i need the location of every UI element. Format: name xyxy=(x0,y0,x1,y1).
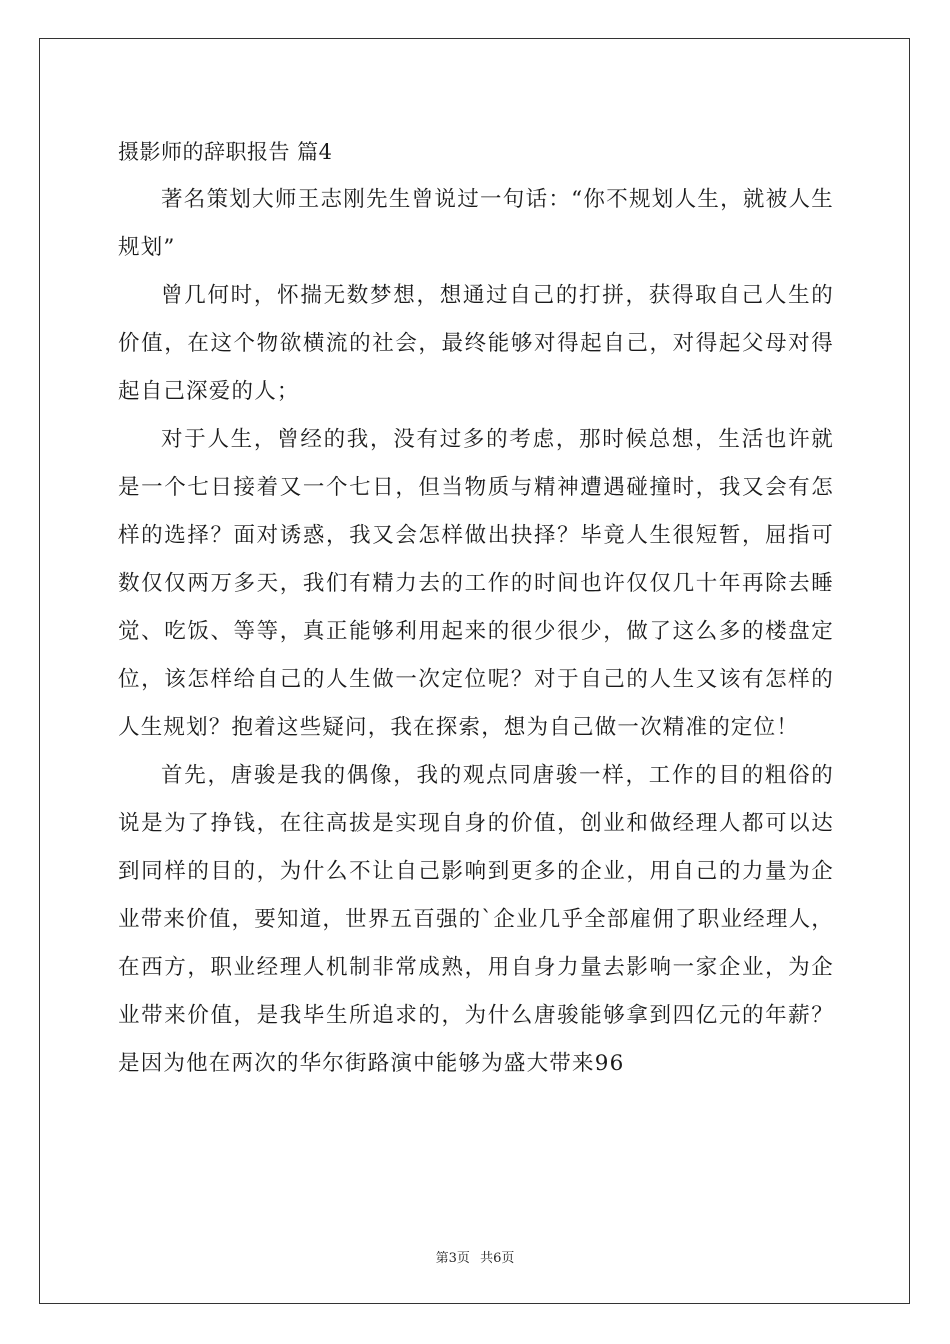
page-number-current: 第3页 xyxy=(435,1251,470,1266)
paragraph-2: 曾几何时，怀揣无数梦想，想通过自己的打拼，获得取自己人生的价值，在这个物欲横流的社会，最终能够对得起自己，对得起父母对得起自己深爱的人； xyxy=(118,283,834,404)
document-body xyxy=(118,128,834,1088)
document-heading: 摄影师的辞职报告 篇4 xyxy=(118,140,333,164)
paragraph-1: 著名策划大师王志刚先生曾说过一句话：“你不规划人生，就被人生规划” xyxy=(118,187,834,260)
paragraph-3: 对于人生，曾经的我，没有过多的考虑，那时候总想，生活也许就是一个七日接着又一个七日，但当物质与精神遭遇碰撞时，我又会有怎样的选择？面对诱惑，我又会怎样做出抉择？毕竟人生很短暂，屈指可数仅仅两万多天，我们有精力去的工作的时间也许仅仅几十年再除去睡觉、吃饭、等等，真正能够利用起来的很少很少，做了这么多的楼盘定位，该怎样给自己的人生做一次定位呢？对于自己的人生又该有怎样的人生规划？抱着这些疑问，我在探索，想为自己做一次精准的定位！ xyxy=(118,427,834,740)
paragraph-4: 首先，唐骏是我的偶像，我的观点同唐骏一样，工作的目的粗俗的说是为了挣钱，在往高拔是实现自身的价值，创业和做经理人都可以达到同样的目的，为什么不让自己影响到更多的企业，用自己的力量为企业带来价值，要知道，世界五百强的`企业几乎全部雇佣了职业经理人，在西方，职业经理人机制非常成熟，用自身力量去影响一家企业，为企业带来价值，是我毕生所追求的，为什么唐骏能够拿到四亿元的年薪？是因为他在两次的华尔街路演中能够为盛大带来96 xyxy=(118,763,834,1076)
page-number-total: 共6页 xyxy=(480,1251,515,1266)
page-footer xyxy=(0,1247,950,1266)
